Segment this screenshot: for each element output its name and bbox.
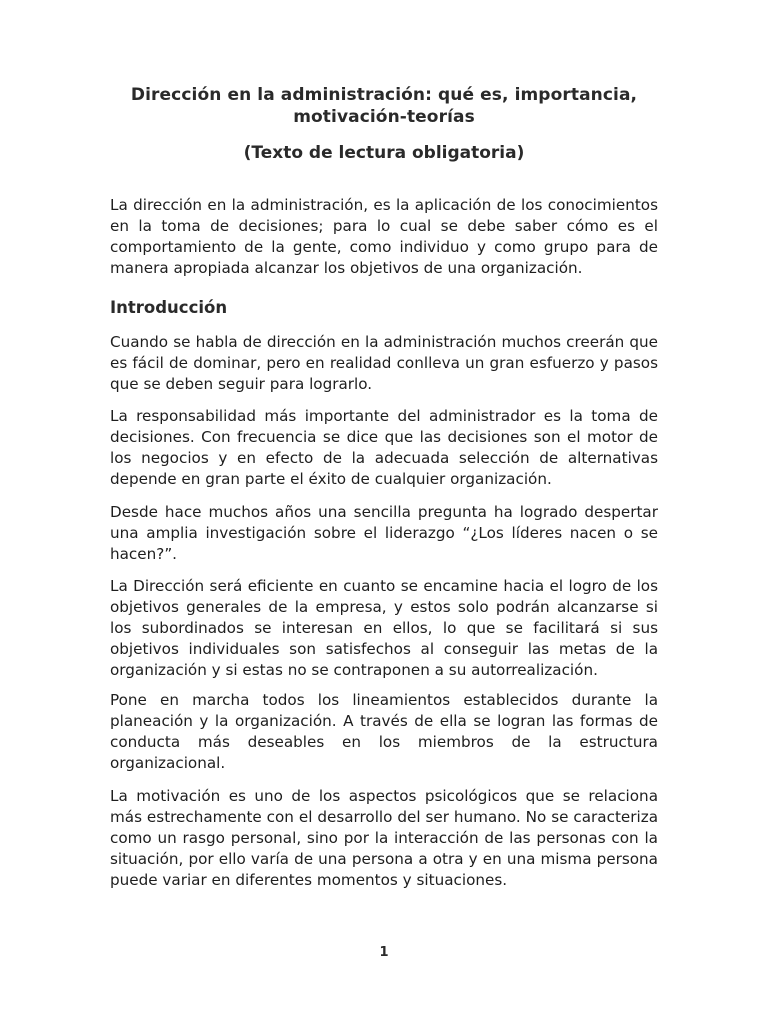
paragraph-6: La motivación es uno de los aspectos psicológicos que se relaciona más estrechamente con el desarrollo del ser humano. No se caracteriza como un rasgo personal, sino por la interacción de las personas con la situación, por ello varía de una persona a otra y en una misma persona puede variar en diferentes momentos y situaciones.: [110, 787, 658, 889]
paragraph-4: La Dirección será eficiente en cuanto se encamine hacia el logro de los objetivos generales de la empresa, y estos solo podrán alcanzarse si los subordinados se interesan en ellos, lo que se facilitará si sus objetivos individuales son satisfechos al conseguir las metas de la organización y si estas no se contraponen a su autorrealización.: [110, 577, 658, 679]
page-number: 1: [379, 945, 389, 960]
document-subtitle: (Texto de lectura obligatoria): [243, 143, 525, 163]
paragraph-3: Desde hace muchos años una sencilla pregunta ha logrado despertar una amplia investigación sobre el liderazgo “¿Los líderes nacen o se hacen?”.: [110, 503, 658, 563]
paragraph-5: Pone en marcha todos los lineamientos establecidos durante la planeación y la organización. A través de ella se logran las formas de conducta más deseables en los miembros de la estructura organizacional.: [110, 691, 658, 772]
document-title: Dirección en la administración: qué es, importancia, motivación-teorías: [130, 85, 638, 127]
paragraph-1: Cuando se habla de dirección en la administración muchos creerán que es fácil de dominar, pero en realidad conlleva un gran esfuerzo y pasos que se deben seguir para lograrlo.: [110, 333, 658, 393]
section-heading: Introducción: [110, 298, 228, 317]
paragraph-2: La responsabilidad más importante del administrador es la toma de decisiones. Con frecuencia se dice que las decisiones son el motor de los negocios y en efecto de la adecuada selección de alternativas depende en gran parte el éxito de cualquier organización.: [110, 407, 658, 488]
intro-paragraph: La dirección en la administración, es la aplicación de los conocimientos en la toma de decisiones; para lo cual se debe saber cómo es el comportamiento de la gente, como individuo y como grupo para de manera apropiada alcanzar los objetivos de una organización.: [110, 196, 658, 277]
